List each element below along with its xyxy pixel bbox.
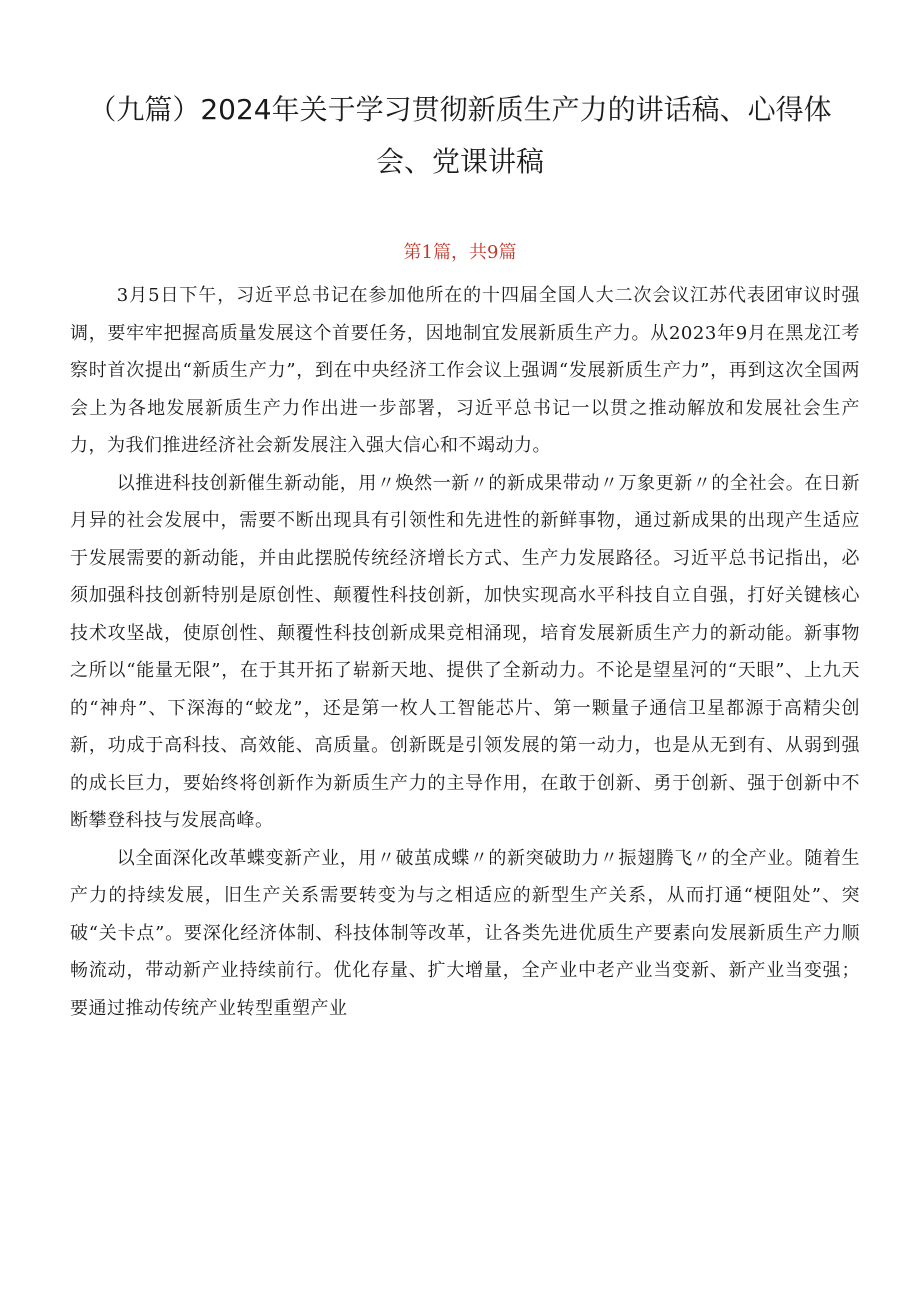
- document-body: [70, 277, 860, 1027]
- paragraph: 以全面深化改革蝶变新产业，用〃破茧成蝶〃的新突破助力〃振翅腾飞〃的全产业。随着生产力的持续发展，旧生产关系需要转变为与之相适应的新型生产关系，从而打通“梗阻处”、突破“关卡点”。要深化经济体制、科技体制等改革，让各类先进优质生产要素向发展新质生产力顺畅流动，带动新产业持续前行。优化存量、扩大增量，全产业中老产业当变新、新产业当变强；要通过推动传统产业转型重塑产业: [70, 847, 860, 1019]
- paragraph: 以推进科技创新催生新动能，用〃焕然一新〃的新成果带动〃万象更新〃的全社会。在日新月异的社会发展中，需要不断出现具有引领性和先进性的新鲜事物，通过新成果的出现产生适应于发展需要的新动能，并由此摆脱传统经济增长方式、生产力发展路径。习近平总书记指出，必须加强科技创新特别是原创性、颠覆性科技创新，加快实现高水平科技自立自强，打好关键核心技术攻坚战，使原创性、颠覆性科技创新成果竞相涌现，培育发展新质生产力的新动能。新事物之所以“能量无限”，在于其开拓了崭新天地、提供了全新动力。不论是望星河的“天眼”、上九天的“神舟”、下深海的“蛟龙”，还是第一枚人工智能芯片、第一颗量子通信卫星都源于高精尖创新，功成于高科技、高效能、高质量。创新既是引领发展的第一动力，也是从无到有、从弱到强的成长巨力，要始终将创新作为新质生产力的主导作用，在敢于创新、勇于创新、强于创新中不断攀登科技与发展高峰。: [70, 472, 860, 831]
- paragraph: 3月5日下午，习近平总书记在参加他所在的十四届全国人大二次会议江苏代表团审议时强调，要牢牢把握高质量发展这个首要任务，因地制宜发展新质生产力。从2023年9月在黑龙江考察时首次提出“新质生产力”，到在中央经济工作会议上强调“发展新质生产力”，再到这次全国两会上为各地发展新质生产力作出进一步部署，习近平总书记一以贯之推动解放和发展社会生产力，为我们推进经济社会新发展注入强大信心和不竭动力。: [70, 285, 860, 456]
- document-title: （九篇）2024年关于学习贯彻新质生产力的讲话稿、心得体会、党课讲稿: [88, 93, 832, 178]
- article-counter: 第1篇，共9篇: [403, 242, 517, 263]
